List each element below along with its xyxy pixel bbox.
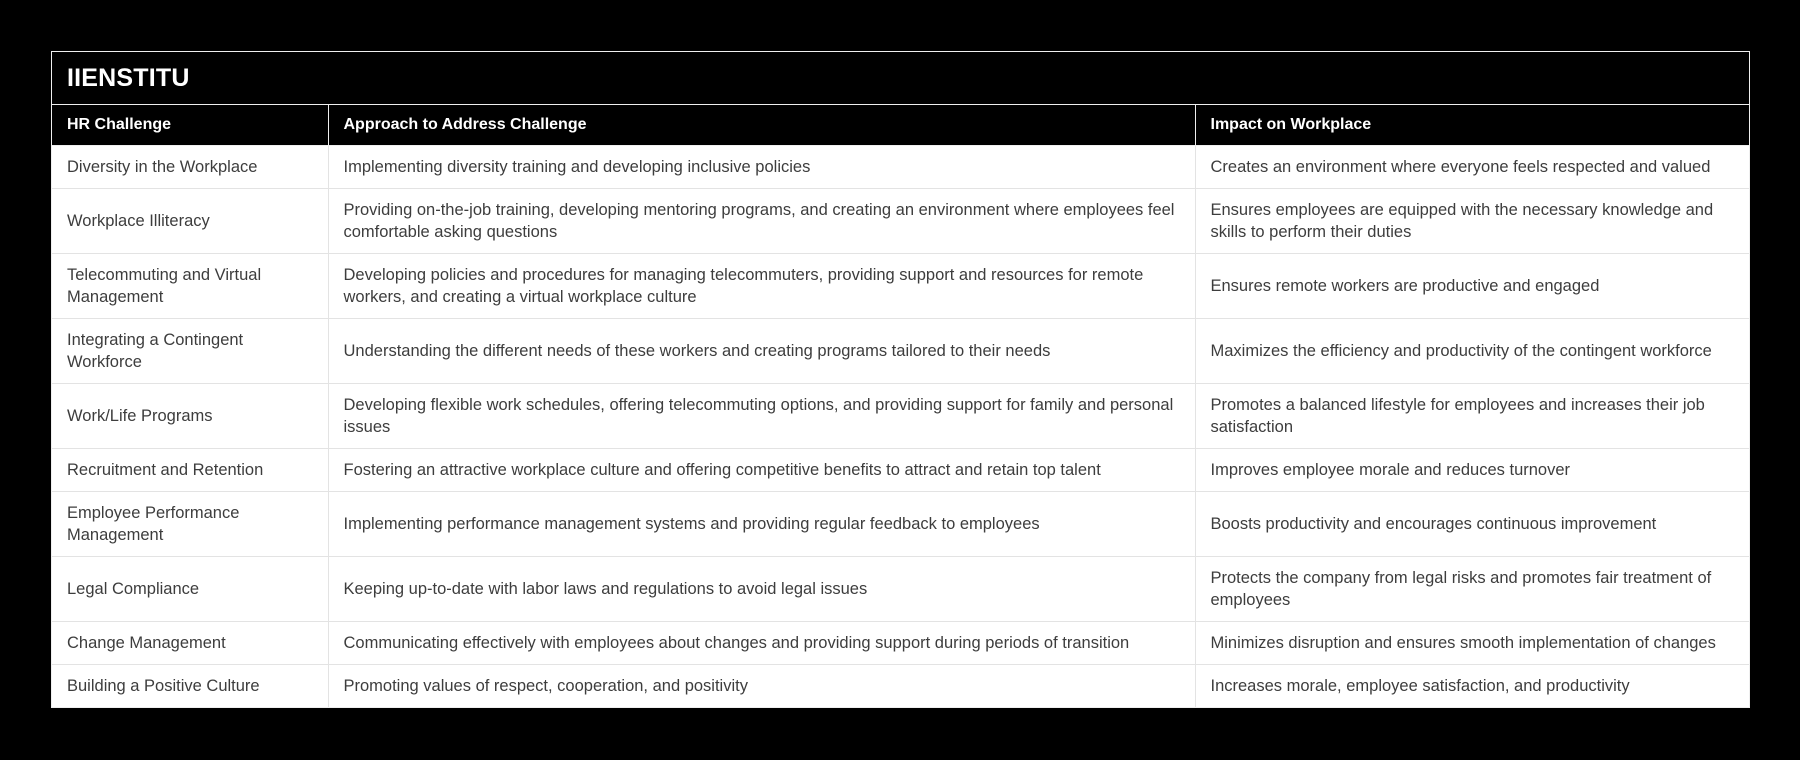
- cell-challenge: Building a Positive Culture: [52, 665, 328, 708]
- cell-approach: Developing policies and procedures for managing telecommuters, providing support and resources for remote workers, and creating a virtual workplace culture: [328, 254, 1195, 319]
- cell-impact: Creates an environment where everyone feels respected and valued: [1195, 146, 1749, 189]
- table-row: [52, 254, 1749, 319]
- cell-challenge: Telecommuting and Virtual Management: [52, 254, 328, 319]
- cell-challenge: Diversity in the Workplace: [52, 146, 328, 189]
- cell-challenge: Legal Compliance: [52, 557, 328, 622]
- cell-challenge: Change Management: [52, 622, 328, 665]
- table-row: [52, 492, 1749, 557]
- cell-challenge: Employee Performance Management: [52, 492, 328, 557]
- cell-impact: Increases morale, employee satisfaction, and productivity: [1195, 665, 1749, 708]
- table-row: [52, 384, 1749, 449]
- column-header-hr-challenge: HR Challenge: [52, 105, 328, 146]
- cell-impact: Maximizes the efficiency and productivity of the contingent workforce: [1195, 319, 1749, 384]
- cell-challenge: Integrating a Contingent Workforce: [52, 319, 328, 384]
- cell-impact: Minimizes disruption and ensures smooth implementation of changes: [1195, 622, 1749, 665]
- table-row: [52, 622, 1749, 665]
- table-row: [52, 449, 1749, 492]
- cell-approach: Implementing performance management systems and providing regular feedback to employees: [328, 492, 1195, 557]
- table-row: [52, 665, 1749, 708]
- cell-approach: Keeping up-to-date with labor laws and regulations to avoid legal issues: [328, 557, 1195, 622]
- cell-approach: Fostering an attractive workplace culture and offering competitive benefits to attract and retain top talent: [328, 449, 1195, 492]
- cell-approach: Promoting values of respect, cooperation, and positivity: [328, 665, 1195, 708]
- cell-impact: Promotes a balanced lifestyle for employees and increases their job satisfaction: [1195, 384, 1749, 449]
- cell-approach: Understanding the different needs of these workers and creating programs tailored to their needs: [328, 319, 1195, 384]
- table-row: [52, 146, 1749, 189]
- cell-approach: Implementing diversity training and developing inclusive policies: [328, 146, 1195, 189]
- cell-impact: Ensures employees are equipped with the necessary knowledge and skills to perform their duties: [1195, 189, 1749, 254]
- cell-impact: Improves employee morale and reduces turnover: [1195, 449, 1749, 492]
- table-row: [52, 189, 1749, 254]
- cell-challenge: Workplace Illiteracy: [52, 189, 328, 254]
- header-row: [52, 105, 1749, 146]
- hr-challenges-table: [52, 105, 1749, 707]
- column-header-impact: Impact on Workplace: [1195, 105, 1749, 146]
- cell-impact: Ensures remote workers are productive and engaged: [1195, 254, 1749, 319]
- cell-approach: Communicating effectively with employees about changes and providing support during periods of transition: [328, 622, 1195, 665]
- cell-impact: Protects the company from legal risks and promotes fair treatment of employees: [1195, 557, 1749, 622]
- cell-impact: Boosts productivity and encourages continuous improvement: [1195, 492, 1749, 557]
- cell-approach: Developing flexible work schedules, offering telecommuting options, and providing support for family and personal issues: [328, 384, 1195, 449]
- cell-challenge: Recruitment and Retention: [52, 449, 328, 492]
- table-row: [52, 319, 1749, 384]
- cell-approach: Providing on-the-job training, developing mentoring programs, and creating an environment where employees feel comfortable asking questions: [328, 189, 1195, 254]
- hr-challenges-table-card: [51, 51, 1750, 708]
- column-header-approach: Approach to Address Challenge: [328, 105, 1195, 146]
- table-row: [52, 557, 1749, 622]
- cell-challenge: Work/Life Programs: [52, 384, 328, 449]
- table-title: IIENSTITU: [52, 52, 1749, 105]
